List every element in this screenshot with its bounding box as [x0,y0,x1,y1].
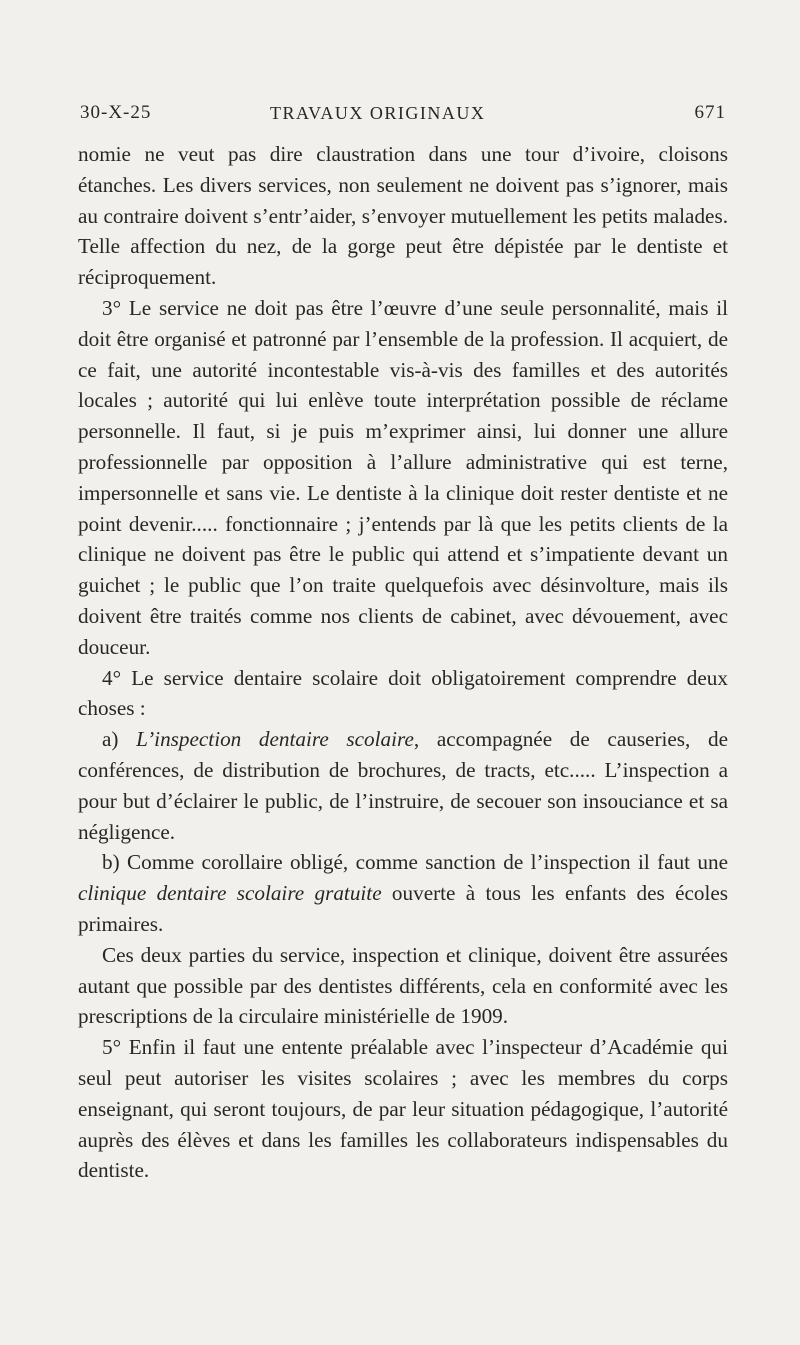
page-number: 671 [694,102,726,123]
paragraph-prefix: a) [102,727,137,752]
book-page [78,0,728,1345]
paragraph-continuation: nomie ne veut pas dire claustration dans une tour d’ivoire, cloisons étanches. Les divers services, non seulement ne doivent pas s’ignorer, mais au contraire doivent s’entr’aider, s’envoyer mutuellement les petits malades. Telle affection du nez, de la gorge peut être dépistée par le dentiste et réciproquement. [78,142,728,290]
paragraph-rest: , accompagnée de causeries, de conférences, de distribution de brochures, de tracts, etc..... L’inspection a pour but d’éclairer le public, de l’instruire, de secouer son insouciance et sa négligence. [78,727,729,844]
body-text [78,139,728,1186]
italic-term: clinique dentaire scolaire gratuite [78,881,382,906]
paragraph-point-4: 4° Le service dentaire scolaire doit obligatoirement comprendre deux choses : [78,665,728,721]
running-head [78,100,728,126]
paragraph-point-3: 3° Le service ne doit pas être l’œuvre d’une seule personnalité, mais il doit être organisé et patronné par l’ensemble de la profession. Il acquiert, de ce fait, une autorité incontestable vis-à-vis des familles et des autorités locales ; autorité qui lui enlève toute interprétation possible de réclame personnelle. Il faut, si je puis m’exprimer ainsi, lui donner une allure professionnelle par opposition à l’allure administrative qui est terne, impersonnelle et sans vie. Le dentiste à la clinique doit rester dentiste et ne point devenir..... fonctionnaire ; j’entends par là que les petits clients de la clinique ne doivent pas être le public qui attend et s’impatiente devant un guichet ; le public que l’on traite quelquefois avec désinvolture, mais ils doivent être traités comme nos clients de cabinet, avec dévouement, avec douceur. [78,295,728,659]
paragraph-point-4b [78,847,728,939]
paragraph-prefix: b) Comme corollaire obligé, comme sanction de l’inspection il faut une [102,850,728,875]
italic-term: L’inspection dentaire scolaire [136,727,414,752]
paragraph-rest: ouverte à tous les enfants des écoles primaires. [78,881,729,936]
paragraph-point-5: 5° Enfin il faut une entente préalable avec l’inspecteur d’Académie qui seul peut autoriser les visites scolaires ; avec les membres du corps enseignant, qui seront toujours, de par leur situation pédagogique, l’autorité auprès des élèves et dans les familles les collaborateurs indispensables du dentiste. [78,1035,728,1183]
section-title: TRAVAUX ORIGINAUX [270,103,486,123]
issue-date: 30-X-25 [80,102,152,123]
paragraph-point-4a [78,724,728,847]
paragraph-two-parts: Ces deux parties du service, inspection et clinique, doivent être assurées autant que possible par des dentistes différents, cela en conformité avec les prescriptions de la circulaire ministérielle de 1909. [78,942,728,1029]
